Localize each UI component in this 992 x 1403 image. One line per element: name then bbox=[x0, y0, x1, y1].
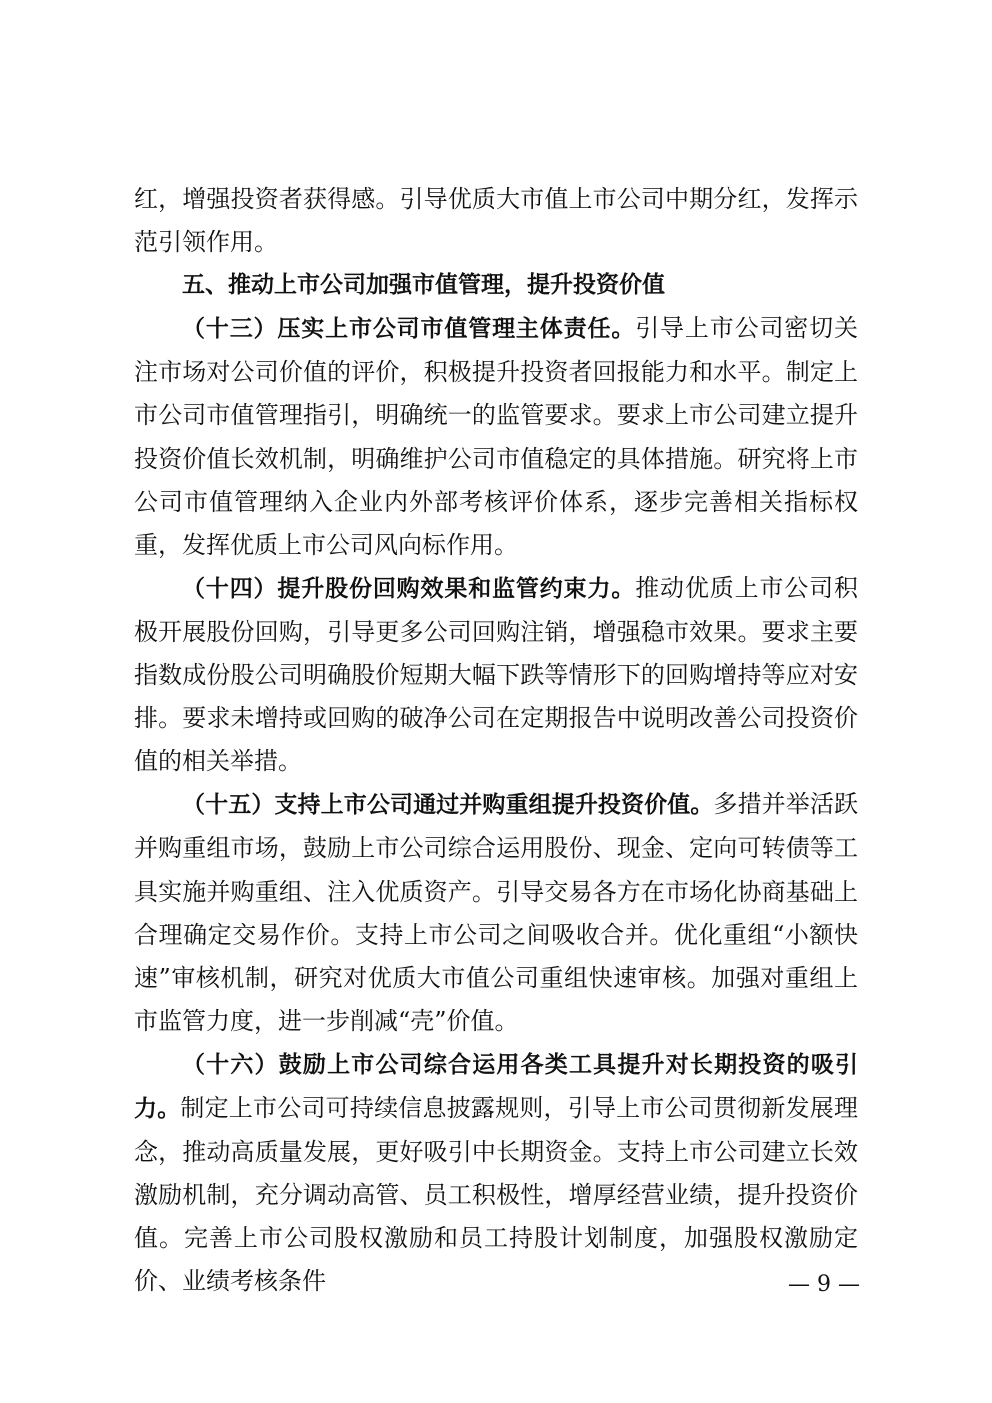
section-heading: 五、推动上市公司加强市值管理，提升投资价值 bbox=[182, 272, 665, 299]
paragraph-15 bbox=[134, 783, 858, 1043]
paragraph-15-lead: （十五）支持上市公司通过并购重组提升投资价值。 bbox=[182, 792, 714, 819]
paragraph-14 bbox=[134, 567, 858, 783]
paragraph-16-body: 制定上市公司可持续信息披露规则，引导上市公司贯彻新发展理念，推动高质量发展，更好吸引中长期资金。支持上市公司建立长效激励机制，充分调动高管、员工积极性，增厚经营业绩，提升投资价值。完善上市公司股权激励和员工持股计划制度，加强股权激励定价、业绩考核条件 bbox=[134, 1093, 859, 1296]
paragraph-15-body: 多措并举活跃并购重组市场，鼓励上市公司综合运用股份、现金、定向可转债等工具实施并购重组、注入优质资产。引导交易各方在市场化协商基础上合理确定交易作价。支持上市公司之间吸收合并。优化重组“小额快速”审核机制，研究对优质大市值公司重组快速审核。加强对重组上市监管力度，进一步削减“壳”价值。 bbox=[134, 790, 859, 1035]
paragraph-14-body: 推动优质上市公司积极开展股份回购，引导更多公司回购注销，增强稳市效果。要求主要指数成份股公司明确股价短期大幅下跌等情形下的回购增持等应对安排。要求未增持或回购的破净公司在定期报告中说明改善公司投资价值的相关举措。 bbox=[134, 573, 859, 776]
paragraph-16-lead: （十六）鼓励上市公司综合运用各类工具提升对长期投资的吸引力。 bbox=[134, 1051, 858, 1122]
paragraph-14-lead: （十四）提升股份回购效果和监管约束力。 bbox=[182, 575, 636, 602]
paragraph-13-lead: （十三）压实上市公司市值管理主体责任。 bbox=[182, 316, 636, 343]
continuation-paragraph: 红，增强投资者获得感。引导优质大市值上市公司中期分红，发挥示范引领作用。 bbox=[134, 185, 858, 257]
document-body bbox=[134, 178, 858, 1303]
page-number: — 9 — bbox=[788, 1272, 860, 1297]
paragraph-13 bbox=[134, 307, 858, 567]
paragraph-13-body: 引导上市公司密切关注市场对公司价值的评价，积极提升投资者回报能力和水平。制定上市公司市值管理指引，明确统一的监管要求。要求上市公司建立提升投资价值长效机制，明确维护公司市值稳定的具体措施。研究将上市公司市值管理纳入企业内外部考核评价体系，逐步完善相关指标权重，发挥优质上市公司风向标作用。 bbox=[134, 314, 859, 559]
paragraph-16 bbox=[134, 1043, 858, 1304]
